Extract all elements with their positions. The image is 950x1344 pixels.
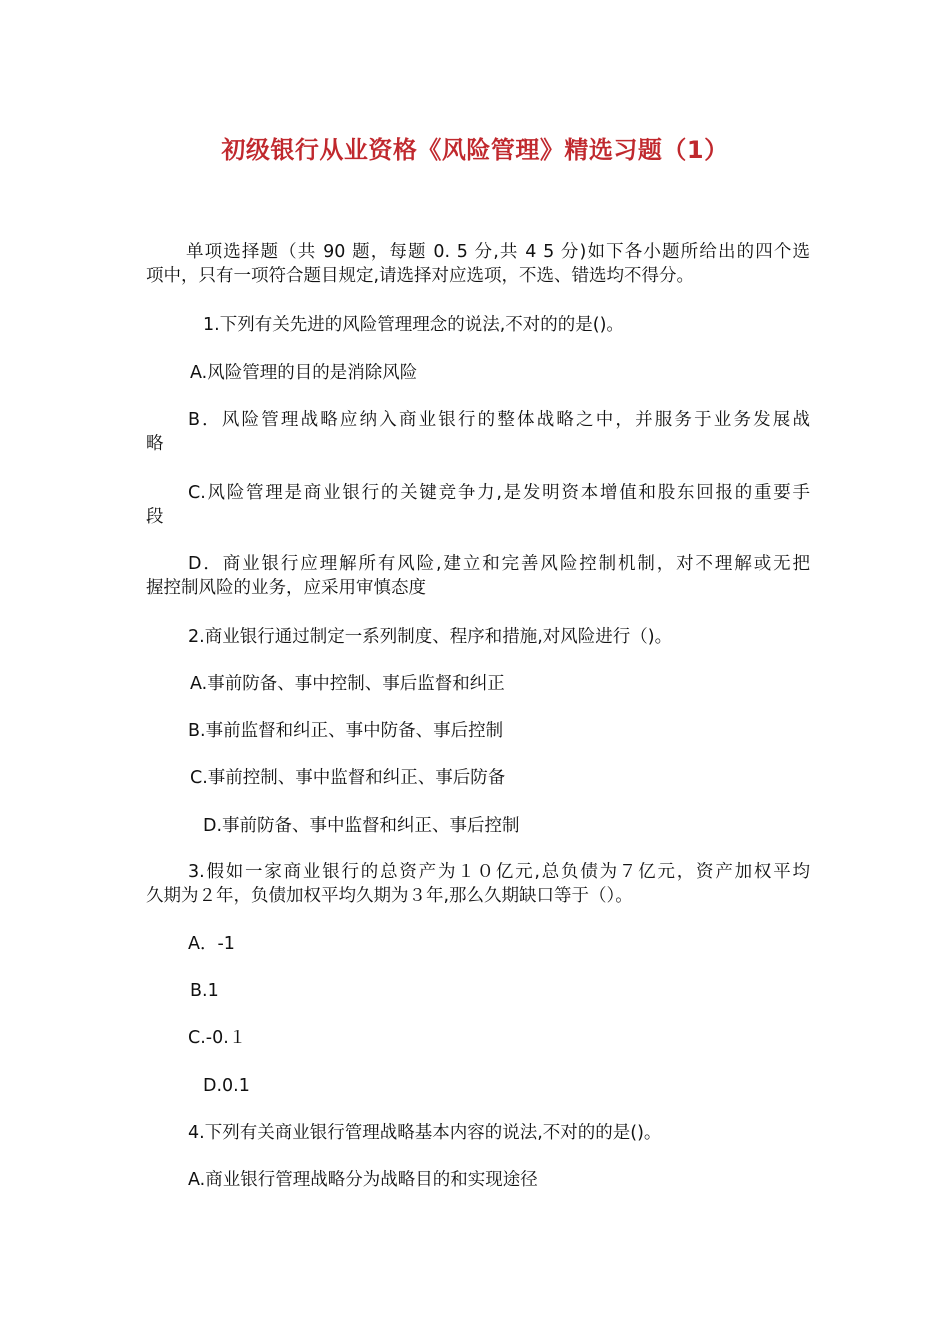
question-2-option-a: A.事前防备、事中控制、事后监督和纠正 (190, 674, 505, 694)
question-3-option-d: D.0.1 (203, 1076, 250, 1096)
question-1-option-c: C.风险管理是商业银行的关键竞争力,是发明资本增值和股东回报的重要手 段 (146, 483, 810, 527)
question-1-option-b: B．风险管理战略应纳入商业银行的整体战略之中，并服务于业务发展战 略 (146, 410, 810, 454)
question-3-stem: 3.假如一家商业银行的总资产为１０亿元,总负债为７亿元，资产加权平均 久期为２年，负债加权平均久期为３年,那么久期缺口等于（）。 (146, 862, 810, 906)
question-4-option-a: A.商业银行管理战略分为战略目的和实现途径 (188, 1170, 538, 1190)
instructions-line-2: 项中，只有一项符合题目规定,请选择对应选项，不选、错选均不得分。 (146, 266, 695, 286)
question-1-stem: 1.下列有关先进的风险管理理念的说法,不对的的是()。 (203, 315, 624, 335)
question-3-option-a: A．-1 (188, 934, 235, 954)
question-2-option-b: B.事前监督和纠正、事中防备、事后控制 (188, 721, 504, 741)
document-title: 初级银行从业资格《风险管理》精选习题（1） (221, 136, 729, 164)
question-2-option-c: C.事前控制、事中监督和纠正、事后防备 (190, 768, 506, 788)
question-4-stem: 4.下列有关商业银行管理战略基本内容的说法,不对的的是()。 (188, 1123, 662, 1143)
question-2-option-d: D.事前防备、事中监督和纠正、事后控制 (203, 816, 520, 836)
question-1-option-a: A.风险管理的目的是消除风险 (190, 363, 418, 383)
question-3-option-b: B.1 (190, 981, 219, 1001)
question-1-option-d: D．商业银行应理解所有风险,建立和完善风险控制机制，对不理解或无把 握控制风险的业务，应采用审慎态度 (146, 554, 810, 598)
instructions-line-1: 单项选择题（共 90 题，每题 0. 5 分,共 4 5 分)如下各小题所给出的四个选 (186, 242, 810, 262)
instructions-paragraph (146, 240, 810, 288)
question-3-option-c: C.-0.１ (188, 1028, 247, 1048)
question-2-stem: 2.商业银行通过制定一系列制度、程序和措施,对风险进行（)。 (188, 627, 673, 647)
